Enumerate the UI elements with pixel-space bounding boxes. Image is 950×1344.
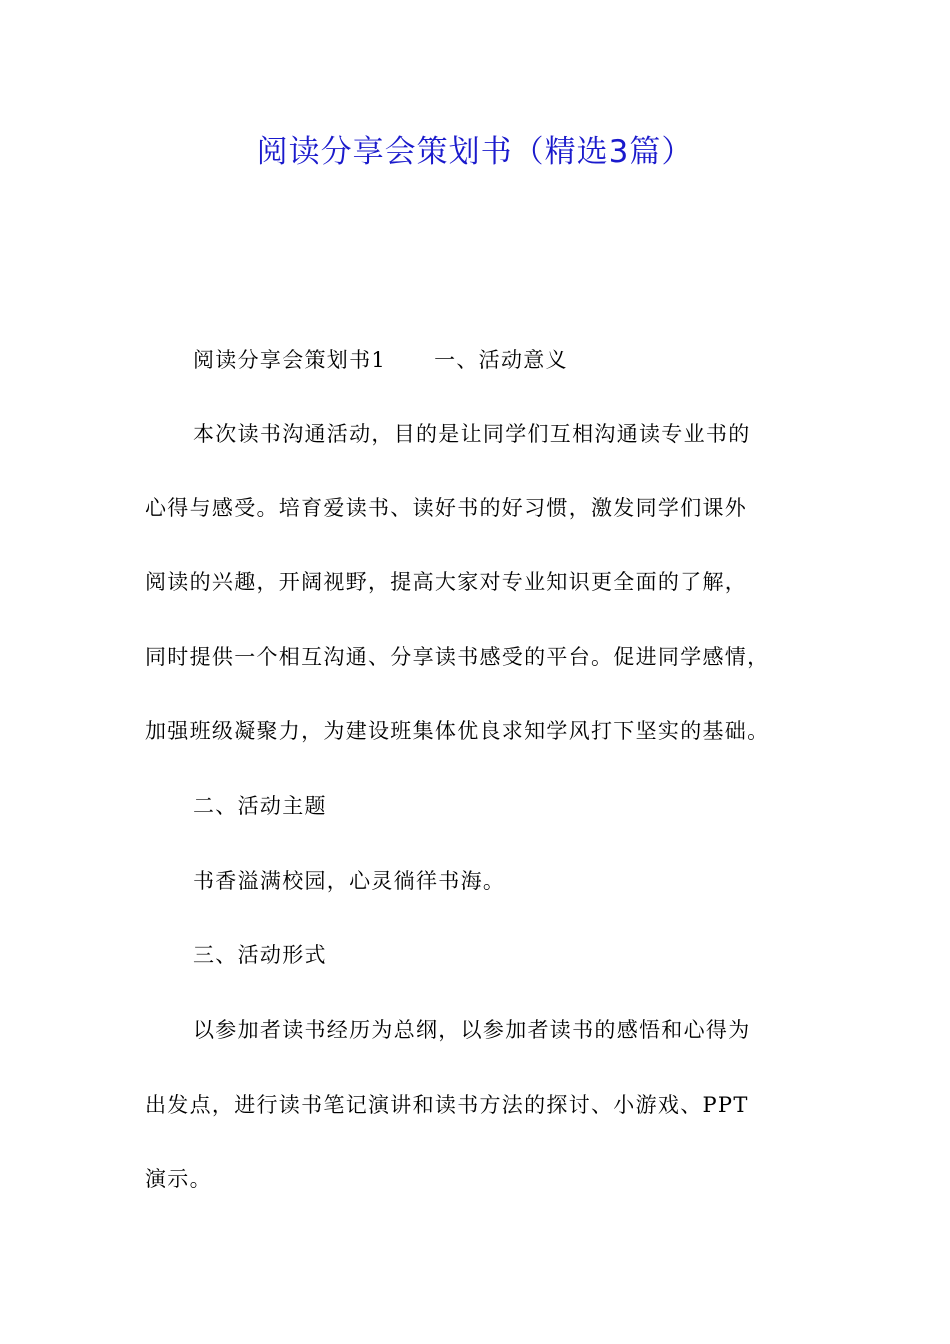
section-1-header-line [193,345,568,375]
section-heading-3: 三、活动形式 [193,943,327,967]
paragraph-line: 本次读书沟通活动，目的是让同学们互相沟通读专业书的 [193,422,751,446]
paragraph-line: 加强班级凝聚力，为建设班集体优良求知学风打下坚实的基础。 [145,719,770,743]
paragraph-line: 阅读的兴趣，开阔视野，提高大家对专业知识更全面的了解， [145,570,748,594]
document-title: 阅读分享会策划书（精选3篇） [256,134,694,170]
paragraph-line: 心得与感受。培育爱读书、读好书的好习惯，激发同学们课外 [145,496,748,520]
section-1-title: 阅读分享会策划书1 [193,348,387,372]
paragraph-line: 同时提供一个相互沟通、分享读书感受的平台。促进同学感情， [145,645,770,669]
paragraph-line: 出发点，进行读书笔记演讲和读书方法的探讨、小游戏、PPT [145,1093,749,1117]
theme-text: 书香溢满校园，心灵徜徉书海。 [193,869,506,893]
paragraph-line: 以参加者读书经历为总纲，以参加者读书的感悟和心得为 [193,1018,751,1042]
section-heading-2: 二、活动主题 [193,794,327,818]
paragraph-line: 演示。 [145,1167,212,1191]
section-1-heading: 一、活动意义 [434,348,568,372]
